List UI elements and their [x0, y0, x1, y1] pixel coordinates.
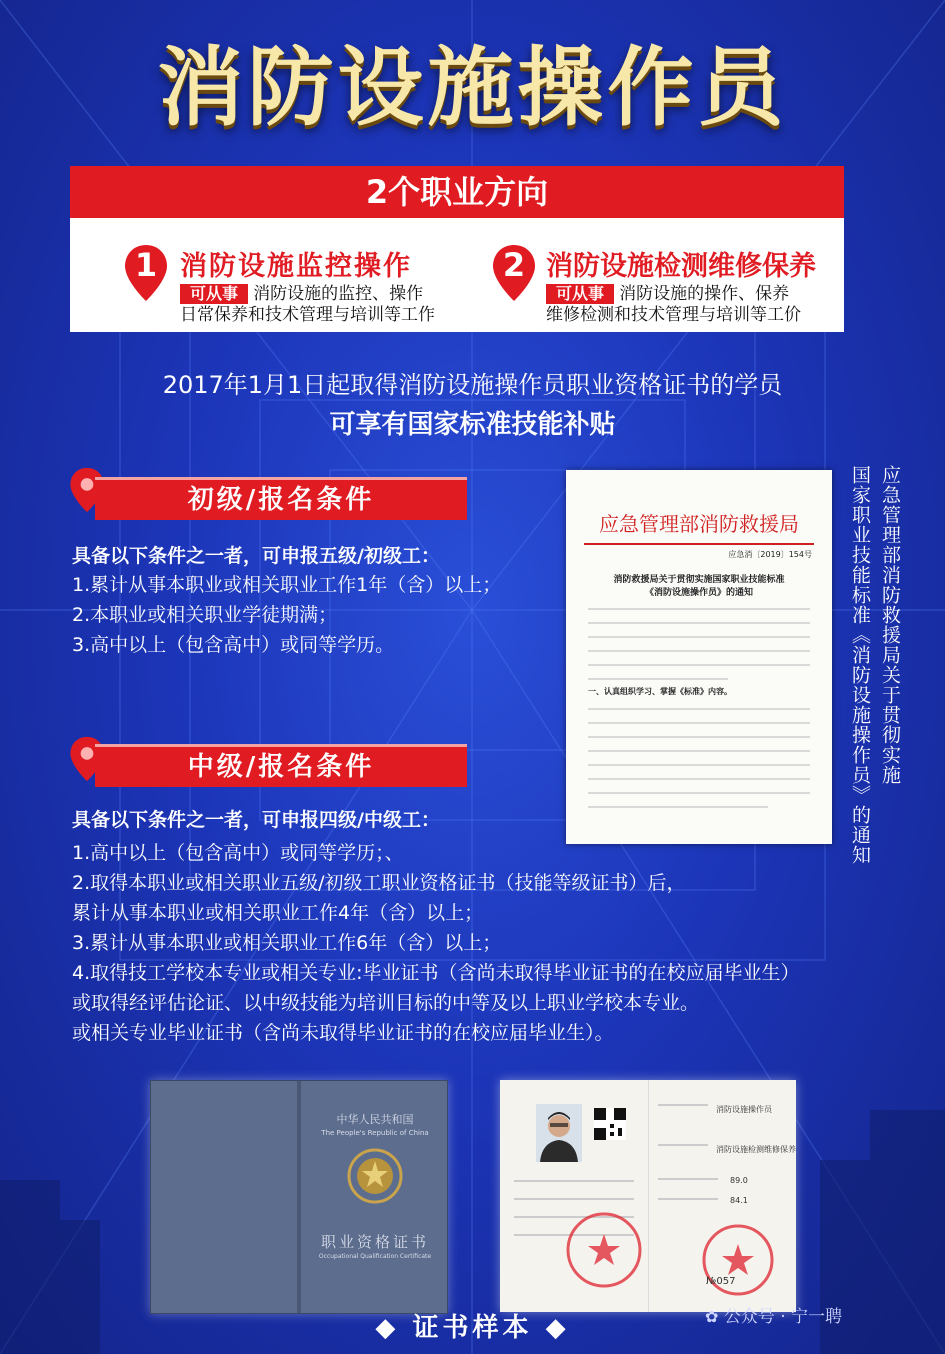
cover-country-en: The People's Republic of China — [321, 1129, 429, 1137]
watermark — [705, 1302, 842, 1327]
sample-label-text: 证书样本 — [412, 1313, 533, 1343]
cover-spine — [297, 1081, 301, 1313]
watermark-text: 公众号 · 宁一聘 — [723, 1307, 843, 1327]
cover-title: 职业资格证书 — [320, 1233, 429, 1251]
middle-requirements-list — [72, 838, 902, 1048]
person-photo-icon — [536, 1104, 582, 1162]
direction-title: 消防设施监控操作 — [180, 251, 412, 282]
photo — [536, 1104, 582, 1162]
caption-col2: 国家职业技能标准《消防设施操作员》的通知 — [849, 465, 871, 865]
direction-number: 2 — [502, 246, 526, 284]
middle-requirements-heading: 具备以下条件之一者，可申报四级/中级工： — [72, 809, 440, 831]
document-header: 应急管理部消防救援局 — [599, 512, 799, 536]
direction-title: 消防设施检测维修保养 — [546, 251, 816, 282]
caption-col1: 应急管理部消防救援局关于贯彻实施 — [879, 465, 901, 785]
subsidy-notice-bold: 可享有国家标准技能补贴 — [329, 410, 616, 440]
junior-requirements-heading: 具备以下条件之一者，可申报五级/初级工： — [72, 545, 440, 567]
direction-desc-line2: 维修检测和技术管理与培训等工价 — [546, 305, 801, 325]
list-item: 2.取得本职业或相关职业五级/初级工职业资格证书（技能等级证书）后， — [72, 872, 686, 894]
occupation-value: 消防设施操作员 — [716, 1105, 772, 1114]
directions-header: 2个职业方向 — [70, 166, 844, 218]
direction-desc-line1: 消防设施的操作、保养 — [619, 284, 790, 304]
list-item: 1.高中以上（包含高中）或同等学历；、 — [72, 842, 404, 864]
list-item: 1.累计从事本职业或相关职业工作1年（含）以上； — [72, 574, 502, 596]
list-item: 3.累计从事本职业或相关职业工作6年（含）以上； — [72, 932, 502, 954]
list-item: 或取得经评估论证、以中级技能为培训目标的中等及以上职业学校本专业。 — [72, 992, 700, 1014]
list-item: 累计从事本职业或相关职业工作4年（含）以上； — [72, 902, 484, 924]
direction-desc — [180, 284, 455, 326]
direction-value: 消防设施检测维修保养 — [716, 1145, 796, 1154]
wechat-icon: ✿ — [705, 1307, 719, 1326]
diamond-icon: ◆ — [375, 1313, 400, 1343]
official-seal-icon — [564, 1210, 644, 1290]
cover-country: 中华人民共和国 — [336, 1113, 414, 1126]
direction-number: 1 — [134, 246, 158, 284]
can-do-tag: 可从事 — [546, 284, 614, 304]
document-section: 一、认真组织学习、掌握《标准》内容。 — [588, 687, 732, 696]
document-title-line1: 消防救援局关于贯彻实施国家职业技能标准 — [613, 575, 785, 585]
certificate-sample-label — [355, 1310, 590, 1346]
qr-code-icon — [594, 1108, 626, 1140]
list-item: 3.高中以上（包含高中）或同等学历。 — [72, 634, 395, 656]
certificate-inside — [500, 1080, 796, 1312]
official-notice-document — [566, 470, 832, 844]
subsidy-notice: 2017年1月1日起取得消防设施操作员职业资格证书的学员 — [162, 371, 783, 399]
national-emblem-icon — [346, 1147, 404, 1205]
certificate-cover — [150, 1080, 448, 1314]
list-item: 或相关专业毕业证书（含尚未取得毕业证书的在校应届毕业生）。 — [72, 1022, 614, 1044]
theory-score: 89.0 — [730, 1176, 748, 1185]
direction-desc-line2: 日常保养和技术管理与培训等工作 — [180, 305, 435, 325]
middle-requirements-bar: 中级/报名条件 — [95, 744, 467, 787]
document-divider — [584, 543, 814, 545]
junior-requirements-bar: 初级/报名条件 — [95, 477, 467, 520]
page-title: 消防设施操作员 — [157, 38, 788, 138]
diamond-icon: ◆ — [545, 1313, 570, 1343]
certificate-number: №057 — [706, 1276, 736, 1287]
cover-title-en: Occupational Qualification Certificate — [318, 1253, 432, 1260]
document-number: 应急消〔2019〕154号 — [728, 550, 812, 559]
list-item: 4.取得技工学校本专业或相关专业:毕业证书（含尚未取得毕业证书的在校应届毕业生） — [72, 962, 800, 984]
direction-desc — [546, 284, 831, 326]
document-caption — [846, 465, 936, 905]
can-do-tag: 可从事 — [180, 284, 248, 304]
skill-score: 84.1 — [730, 1196, 748, 1205]
list-item: 2.本职业或相关职业学徒期满； — [72, 604, 338, 626]
direction-desc-line1: 消防设施的监控、操作 — [253, 284, 424, 304]
junior-requirements-list — [72, 570, 552, 660]
document-title-line2: 《消防设施操作员》的通知 — [644, 588, 753, 598]
